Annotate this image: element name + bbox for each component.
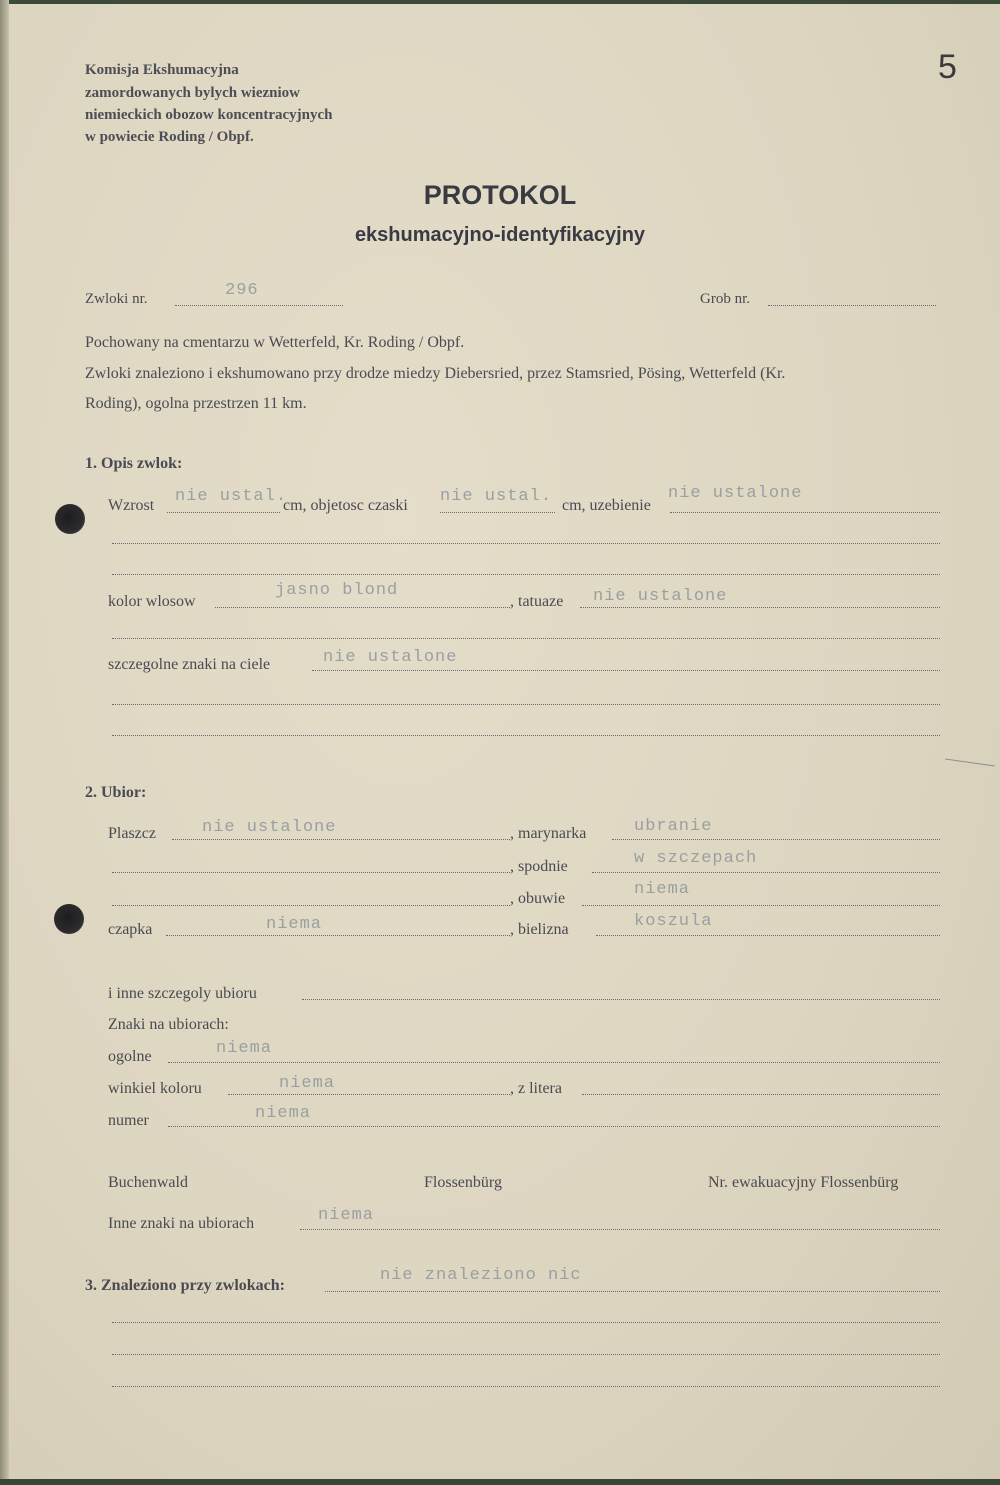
punch-hole-bottom (54, 904, 84, 934)
header-line-1: Komisja Ekshumacyjna (85, 62, 239, 78)
obuwie-value: niema (634, 880, 691, 899)
uzebienie-line (670, 512, 940, 513)
cm-label-2: cm, uzebienie (562, 497, 651, 514)
tatuaze-label: , tatuaze (510, 593, 564, 610)
zwloki-value: 296 (225, 281, 259, 300)
kolor-value: jasno blond (275, 581, 399, 600)
znaki-na-ciele-value: nie ustalone (323, 648, 458, 667)
inne-znaki-value: niema (318, 1206, 375, 1225)
marynarka-value: ubranie (634, 817, 713, 836)
uzebienie-value: nie ustalone (668, 484, 803, 503)
blank-line (112, 638, 940, 639)
winkiel-line (228, 1094, 510, 1095)
zwloki-line (175, 305, 343, 306)
blank-line (112, 574, 940, 575)
kolor-line (215, 607, 510, 608)
blank-line (112, 735, 940, 736)
ogolne-line (168, 1062, 940, 1063)
czapka-line (166, 935, 510, 936)
inne-szczegoly-label: i inne szczegoly ubioru (108, 985, 257, 1002)
znaki-na-ciele-label: szczegolne znaki na ciele (108, 656, 271, 673)
scan-edge-top (0, 0, 1000, 4)
bielizna-value: koszula (634, 912, 713, 931)
header-line-2: zamordowanych bylych wiezniow (85, 85, 300, 101)
inne-znaki-line (300, 1229, 940, 1230)
ogolne-label: ogolne (108, 1048, 152, 1065)
blank-line (112, 872, 510, 873)
znaleziono-text-1: Zwloki znaleziono i ekshumowano przy drodze miedzy Diebersried, przez Stamsried, Pösing, Wetterfeld (Kr. (85, 365, 786, 382)
pochowany-text: Pochowany na cmentarzu w Wetterfeld, Kr. Roding / Obpf. (85, 334, 465, 351)
bielizna-line (596, 935, 940, 936)
wzrost-value: nie ustal. (175, 487, 288, 506)
tatuaze-value: nie ustalone (593, 587, 728, 606)
blank-line (112, 905, 510, 906)
z-litera-label: , z litera (510, 1080, 562, 1097)
page-number: 5 (938, 48, 957, 86)
spodnie-value: w szczepach (634, 849, 758, 868)
z-litera-line (582, 1094, 940, 1095)
document-title: PROTOKOL (423, 180, 577, 210)
czaszka-line (440, 512, 555, 513)
obuwie-label: , obuwie (510, 890, 566, 907)
obuwie-line (582, 905, 940, 906)
cm-label-1: cm, objetosc czaski (283, 497, 408, 514)
czapka-label: czapka (108, 921, 153, 938)
blank-line (112, 543, 940, 544)
section-3-heading: 3. Znaleziono przy zwlokach: (85, 1277, 285, 1294)
header-line-3: niemieckich obozow koncentracyjnych (85, 107, 333, 123)
inne-znaki-label: Inne znaki na ubiorach (108, 1215, 255, 1232)
bielizna-label: , bielizna (510, 921, 569, 938)
blank-line (112, 1322, 940, 1323)
winkiel-value: niema (279, 1074, 336, 1093)
tatuaze-line (580, 607, 940, 608)
znaki-na-ubiorach-label: Znaki na ubiorach: (108, 1016, 229, 1033)
scan-edge-left (0, 0, 9, 1485)
wzrost-label: Wzrost (108, 497, 155, 514)
wzrost-line (167, 512, 280, 513)
ewakuacyjny-label: Nr. ewakuacyjny Flossenbürg (708, 1174, 899, 1191)
inne-szczegoly-line (302, 999, 940, 1000)
plaszcz-value: nie ustalone (202, 818, 337, 837)
marynarka-line (612, 839, 940, 840)
header-line-4: w powiecie Roding / Obpf. (85, 129, 254, 145)
winkiel-label: winkiel koloru (108, 1080, 202, 1097)
czaszka-value: nie ustal. (440, 487, 553, 506)
section-3-line (325, 1291, 940, 1292)
blank-line (112, 1386, 940, 1387)
grob-line (768, 305, 936, 306)
blank-line (112, 704, 940, 705)
plaszcz-line (172, 839, 510, 840)
plaszcz-label: Plaszcz (108, 825, 156, 842)
czapka-value: niema (266, 915, 323, 934)
section-3-value: nie znaleziono nic (380, 1266, 582, 1285)
flossenburg-label: Flossenbürg (424, 1174, 502, 1191)
kolor-label: kolor wlosow (108, 593, 196, 610)
zwloki-label: Zwloki nr. (85, 291, 148, 307)
document-subtitle: ekshumacyjno-identyfikacyjny (354, 224, 646, 246)
znaki-na-ciele-line (312, 670, 940, 671)
numer-line (168, 1126, 940, 1127)
marynarka-label: , marynarka (510, 825, 587, 842)
numer-label: numer (108, 1112, 149, 1129)
ogolne-value: niema (216, 1039, 273, 1058)
blank-line (112, 1354, 940, 1355)
znaleziono-text-2: Roding), ogolna przestrzen 11 km. (85, 395, 307, 412)
punch-hole-top (55, 504, 85, 534)
scan-edge-bottom (0, 1479, 1000, 1485)
spodnie-label: , spodnie (510, 858, 568, 875)
numer-value: niema (255, 1104, 312, 1123)
grob-label: Grob nr. (700, 291, 750, 307)
buchenwald-label: Buchenwald (108, 1174, 188, 1191)
section-1-heading: 1. Opis zwlok: (85, 455, 183, 472)
pencil-mark (945, 759, 995, 767)
spodnie-line (592, 872, 940, 873)
section-2-heading: 2. Ubior: (85, 784, 147, 801)
